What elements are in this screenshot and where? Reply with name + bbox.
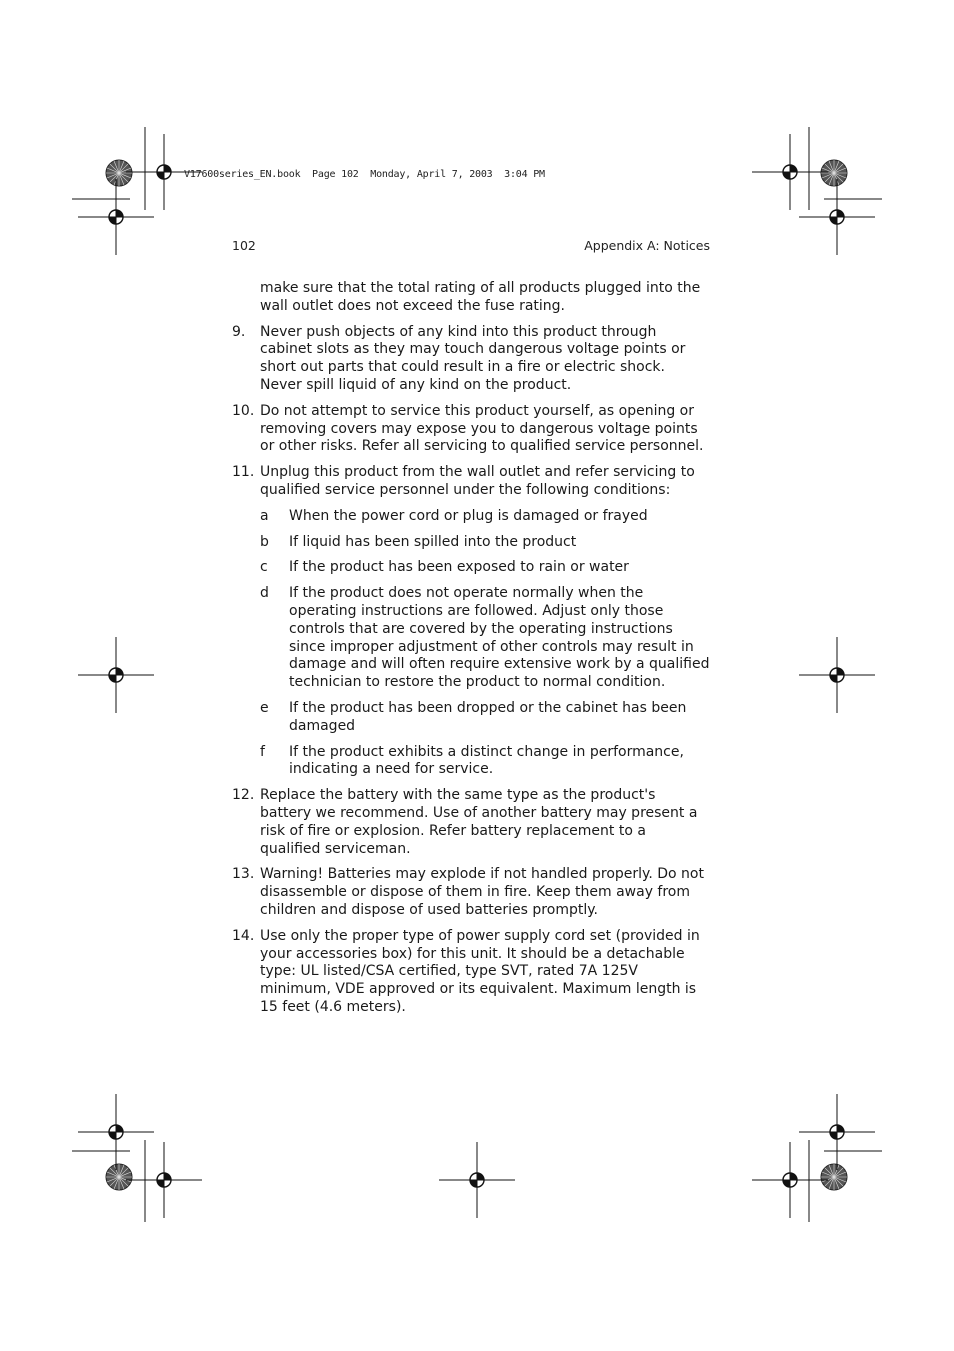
sub-item-a xyxy=(260,508,710,526)
list-item-9 xyxy=(232,324,710,395)
sub-item-letter: b xyxy=(260,533,269,550)
sub-item-text: If the product has been dropped or the cabinet has been damaged xyxy=(289,699,687,734)
item-text: Warning! Batteries may explode if not handled properly. Do not disassemble or dispose of them in fire. Keep them away from children and dispose of used batteries promptly. xyxy=(260,866,704,918)
item-text: Never push objects of any kind into this product through cabinet slots as they may touch dangerous voltage points or short out parts that could result in a fire or electric shock. Never spill liquid of any kind on the product. xyxy=(260,323,686,393)
page-body xyxy=(232,280,710,1025)
sub-item-d xyxy=(260,585,710,692)
sub-item-letter: a xyxy=(260,507,269,524)
item-number: 10. xyxy=(232,402,255,419)
item-number: 13. xyxy=(232,866,255,883)
sub-item-letter: c xyxy=(260,559,268,576)
item-text: Unplug this product from the wall outlet and refer servicing to qualified service personnel under the following conditions: xyxy=(260,464,695,498)
item-text: Use only the proper type of power supply cord set (provided in your accessories box) for this unit. It should be a detachable type: UL listed/CSA certified, type SVT, rated 7A 125V minimum, VDE approved or its equivalent. Maximum length is 15 feet (4.6 meters). xyxy=(260,927,700,1015)
item-number: 12. xyxy=(232,787,255,804)
sub-item-c xyxy=(260,559,710,577)
item-number: 14. xyxy=(232,927,255,944)
list-item-10 xyxy=(232,403,710,456)
print-slug-line: V17600series_EN.book Page 102 Monday, April 7, 2003 3:04 PM xyxy=(184,169,545,180)
list-item-14 xyxy=(232,928,710,1017)
sub-item-text: If the product has been exposed to rain or water xyxy=(289,559,629,576)
list-item-13 xyxy=(232,866,710,919)
list-item-12 xyxy=(232,787,710,858)
sub-item-text: If liquid has been spilled into the product xyxy=(289,533,577,550)
sub-item-b xyxy=(260,534,710,552)
sub-item-text: If the product exhibits a distinct change in performance, indicating a need for service. xyxy=(289,743,684,778)
sub-item-letter: e xyxy=(260,699,269,716)
sub-item-text: When the power cord or plug is damaged or frayed xyxy=(289,507,648,524)
item-number: 9. xyxy=(232,323,246,340)
list-item-11 xyxy=(232,464,710,500)
sub-item-e xyxy=(260,700,710,736)
item-text: Replace the battery with the same type as the product's battery we recommend. Use of another battery may present a risk of fire or explosion. Refer battery replacement to a qualified serviceman. xyxy=(260,787,698,857)
item-number: 11. xyxy=(232,464,255,481)
sub-item-text: If the product does not operate normally when the operating instructions are followed. Adjust only those controls that are covered by the operating instructions since improper adjustment of other controls may result in damage and will often require extensive work by a qualified technician to restore the product to normal condition. xyxy=(289,585,710,691)
item-text: Do not attempt to service this product yourself, as opening or removing covers may expose you to dangerous voltage points or other risks. Refer all servicing to qualified service personnel. xyxy=(260,402,704,455)
page-number: 102 xyxy=(232,238,256,253)
sub-item-letter: f xyxy=(260,743,265,760)
continuation-paragraph: make sure that the total rating of all products plugged into the wall outlet does not exceed the fuse rating. xyxy=(260,280,701,314)
sub-item-f xyxy=(260,744,710,780)
sub-item-letter: d xyxy=(260,585,269,602)
running-header-section: Appendix A: Notices xyxy=(584,238,710,253)
